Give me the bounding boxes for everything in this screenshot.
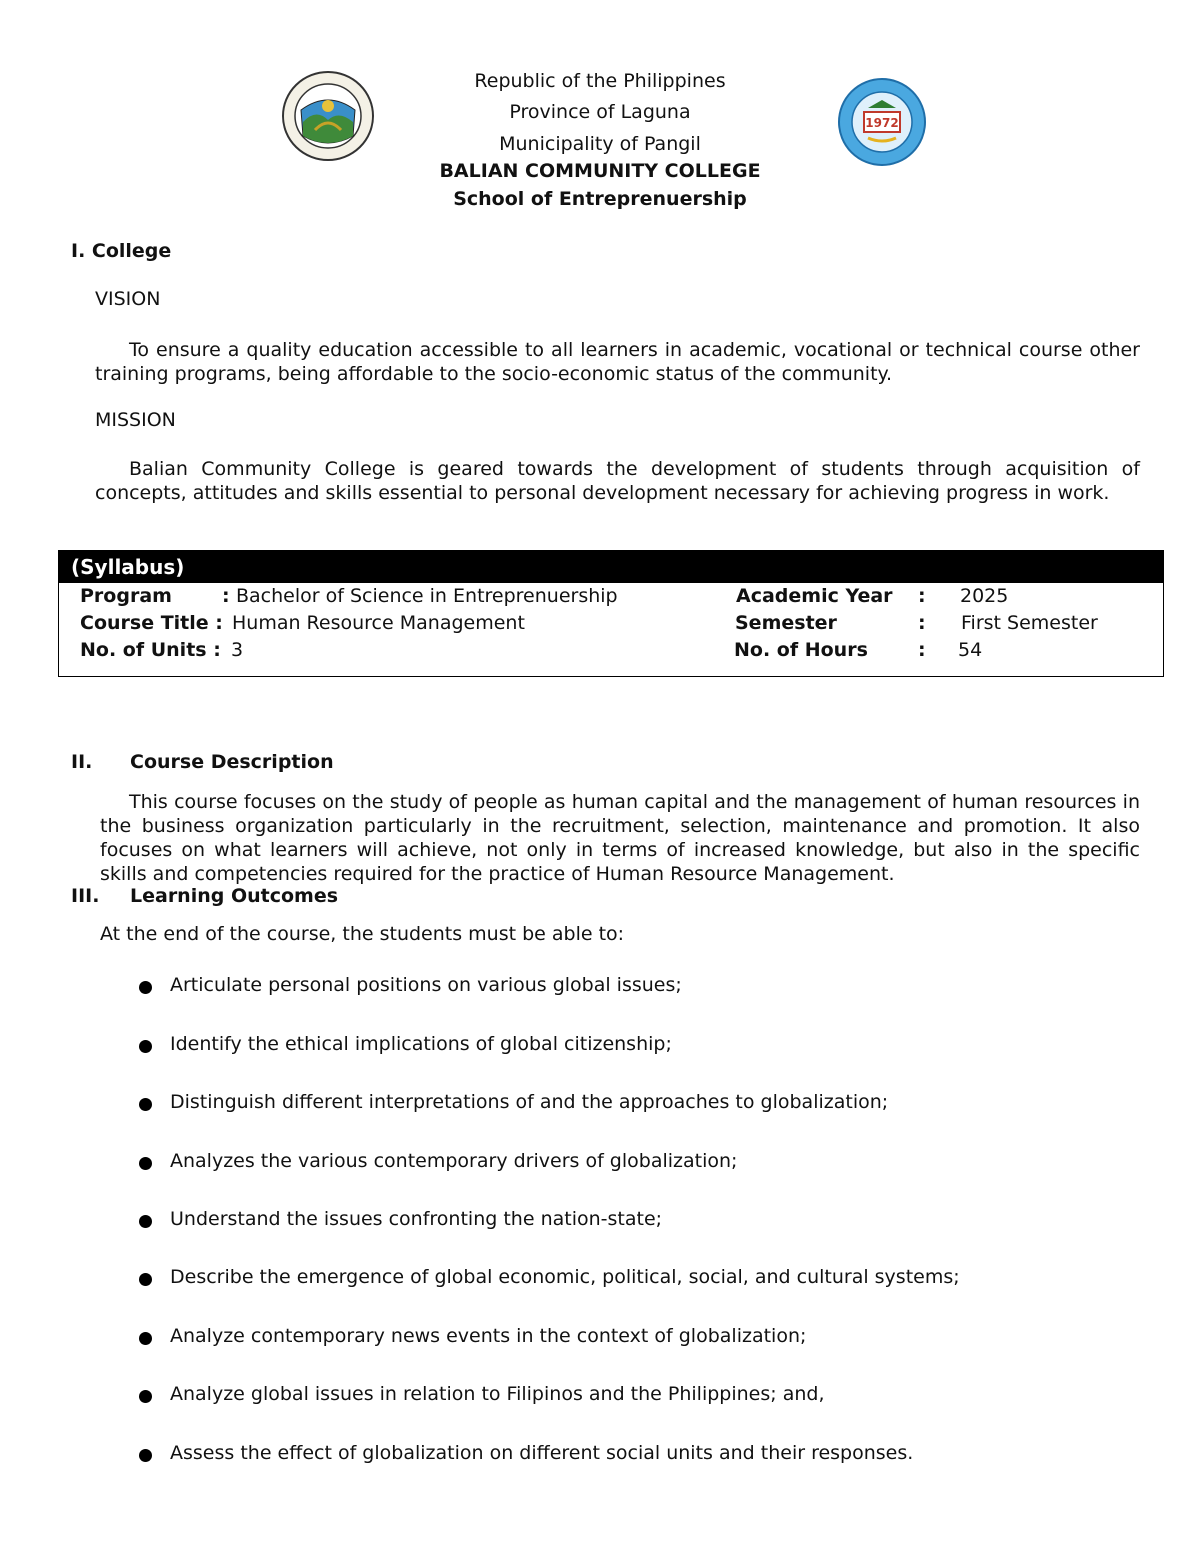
bullet-icon [139, 1390, 152, 1403]
program-colon: : [222, 585, 230, 607]
academic-year-label: Academic Year [736, 585, 893, 607]
header-republic: Republic of the Philippines [474, 70, 726, 92]
section-ii-number: II. [71, 751, 93, 773]
semester-label: Semester [735, 612, 837, 634]
hours-colon: : [918, 639, 926, 661]
school-name: School of Entreprenuership [453, 188, 747, 210]
bullet-icon [139, 1157, 152, 1170]
semester-colon: : [918, 612, 926, 634]
course-title-label: Course Title : [80, 612, 223, 634]
hours-value: 54 [958, 639, 983, 661]
svg-text:1972: 1972 [865, 116, 899, 130]
bullet-icon [139, 981, 152, 994]
bullet-icon [139, 1098, 152, 1111]
list-item: Articulate personal positions on various global issues; [170, 974, 682, 996]
list-item: Distinguish different interpretations of and the approaches to globalization; [170, 1091, 889, 1113]
bullet-icon [139, 1332, 152, 1345]
academic-year-value: 2025 [960, 585, 1009, 607]
syllabus-title-bar: (Syllabus) [59, 551, 1163, 583]
list-item: Describe the emergence of global economic, political, social, and cultural systems; [170, 1266, 960, 1288]
learning-outcomes-heading: Learning Outcomes [130, 885, 339, 907]
mission-text: Balian Community College is geared towards the development of students through acquisition of concepts, attitudes and skills essential to personal development necessary for achieving progress in work. [95, 458, 1140, 504]
section-iii-number: III. [71, 885, 100, 907]
bullet-icon [139, 1040, 152, 1053]
course-description-text: This course focuses on the study of people as human capital and the management of human resources in the business organization particularly in the recruitment, selection, maintenance and promotion. It also focuses on what learners will achieve, not only in terms of increased knowledge, but also in the specific skills and competencies required for the practice of Human Resource Management. [100, 791, 1140, 885]
list-item: Assess the effect of globalization on different social units and their responses. [170, 1442, 914, 1464]
list-item: Analyze global issues in relation to Filipinos and the Philippines; and, [170, 1383, 825, 1405]
vision-text: To ensure a quality education accessible to all learners in academic, vocational or technical course other training programs, being affordable to the socio-economic status of the community. [95, 339, 1140, 385]
section-college-heading: I. College [71, 240, 172, 262]
list-item: Analyze contemporary news events in the context of globalization; [170, 1325, 807, 1347]
outcomes-intro: At the end of the course, the students must be able to: [100, 923, 625, 945]
semester-value: First Semester [961, 612, 1098, 634]
bullet-icon [139, 1215, 152, 1228]
mission-heading: MISSION [95, 409, 176, 431]
program-value: Bachelor of Science in Entreprenuership [236, 585, 618, 607]
hours-label: No. of Hours [734, 639, 868, 661]
college-name: BALIAN COMMUNITY COLLEGE [439, 160, 761, 182]
units-value: 3 [231, 639, 244, 661]
header-province: Province of Laguna [509, 101, 691, 123]
academic-year-colon: : [918, 585, 926, 607]
course-description-heading: Course Description [130, 751, 334, 773]
units-label: No. of Units : [80, 639, 221, 661]
course-title-value: Human Resource Management [232, 612, 525, 634]
bullet-icon [139, 1273, 152, 1286]
list-item: Analyzes the various contemporary drivers of globalization; [170, 1150, 738, 1172]
bullet-icon [139, 1449, 152, 1462]
list-item: Understand the issues confronting the nation-state; [170, 1208, 663, 1230]
vision-heading: VISION [95, 288, 161, 310]
header-municipality: Municipality of Pangil [499, 133, 701, 155]
program-label: Program [80, 585, 172, 607]
list-item: Identify the ethical implications of global citizenship; [170, 1033, 672, 1055]
